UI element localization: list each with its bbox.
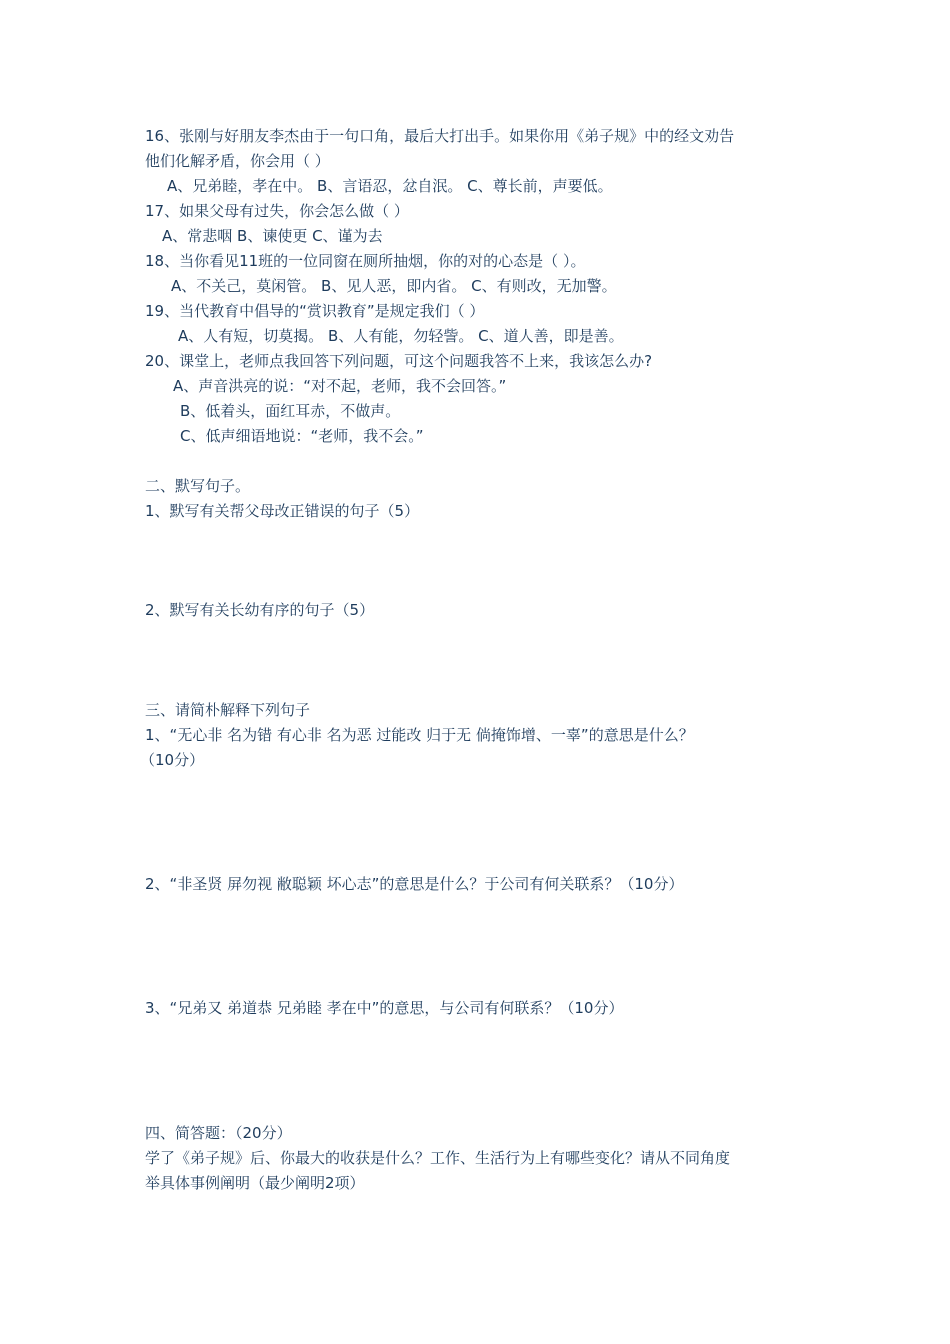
question-20-option-b: B、低着头，面红耳赤，不做声。: [180, 402, 401, 420]
question-19-line-1: 19、当代教育中倡导的“赏识教育”是规定我们（ ）: [145, 302, 485, 320]
question-20-option-a: A、声音洪亮的说：“对不起，老师，我不会回答。”: [173, 377, 507, 395]
section-2-question-2: 2、默写有关长幼有序的句子（5）: [145, 601, 375, 619]
section-4-title: 四、简答题：（20分）: [145, 1124, 292, 1142]
section-2-question-1: 1、默写有关帮父母改正错误的句子（5）: [145, 502, 420, 520]
section-3-question-3: 3、“兄弟又 弟道恭 兄弟睦 孝在中”的意思，与公司有何联系？（10分）: [145, 999, 624, 1017]
question-19-options: A、人有短，切莫揭。 B、人有能，勿轻訾。 C、道人善，即是善。: [178, 327, 624, 345]
section-2-title: 二、默写句子。: [145, 477, 251, 495]
question-16-line-1: 16、张刚与好朋友李杰由于一句口角，最后大打出手。如果你用《弟子规》中的经文劝告: [145, 127, 735, 145]
question-18-options: A、不关己，莫闲管。 B、见人恶，即内省。 C、有则改，无加警。: [171, 277, 617, 295]
question-18-line-1: 18、当你看见11班的一位同窗在厕所抽烟，你的对的心态是（ ）。: [145, 252, 586, 270]
question-16-line-2: 他们化解矛盾，你会用（ ）: [145, 152, 330, 170]
section-3-question-1-line-1: 1、“无心非 名为错 有心非 名为恶 过能改 归于无 倘掩饰增、一辜”的意思是什么？: [145, 726, 694, 744]
section-3-question-1-line-2: （10分）: [140, 751, 205, 769]
question-17-options: A、常悲咽 B、谏使更 C、谨为去: [162, 227, 383, 245]
section-3-question-2: 2、“非圣贤 屏勿视 敝聪颖 坏心志”的意思是什么？于公司有何关联系？（10分）: [145, 875, 684, 893]
section-4-prompt-line-1: 学了《弟子规》后、你最大的收获是什么？工作、生活行为上有哪些变化？请从不同角度: [145, 1149, 731, 1167]
question-20-option-c: C、低声细语地说：“老师，我不会。”: [180, 427, 424, 445]
question-16-options: A、兄弟睦，孝在中。 B、言语忍，忿自泯。 C、尊长前，声要低。: [167, 177, 613, 195]
question-17-line-1: 17、如果父母有过失，你会怎么做（ ）: [145, 202, 409, 220]
section-4-prompt-line-2: 举具体事例阐明（最少阐明2项）: [145, 1174, 365, 1192]
section-3-title: 三、请简朴解释下列句子: [145, 701, 311, 719]
question-20-line-1: 20、课堂上，老师点我回答下列问题，可这个问题我答不上来，我该怎么办?: [145, 352, 653, 370]
